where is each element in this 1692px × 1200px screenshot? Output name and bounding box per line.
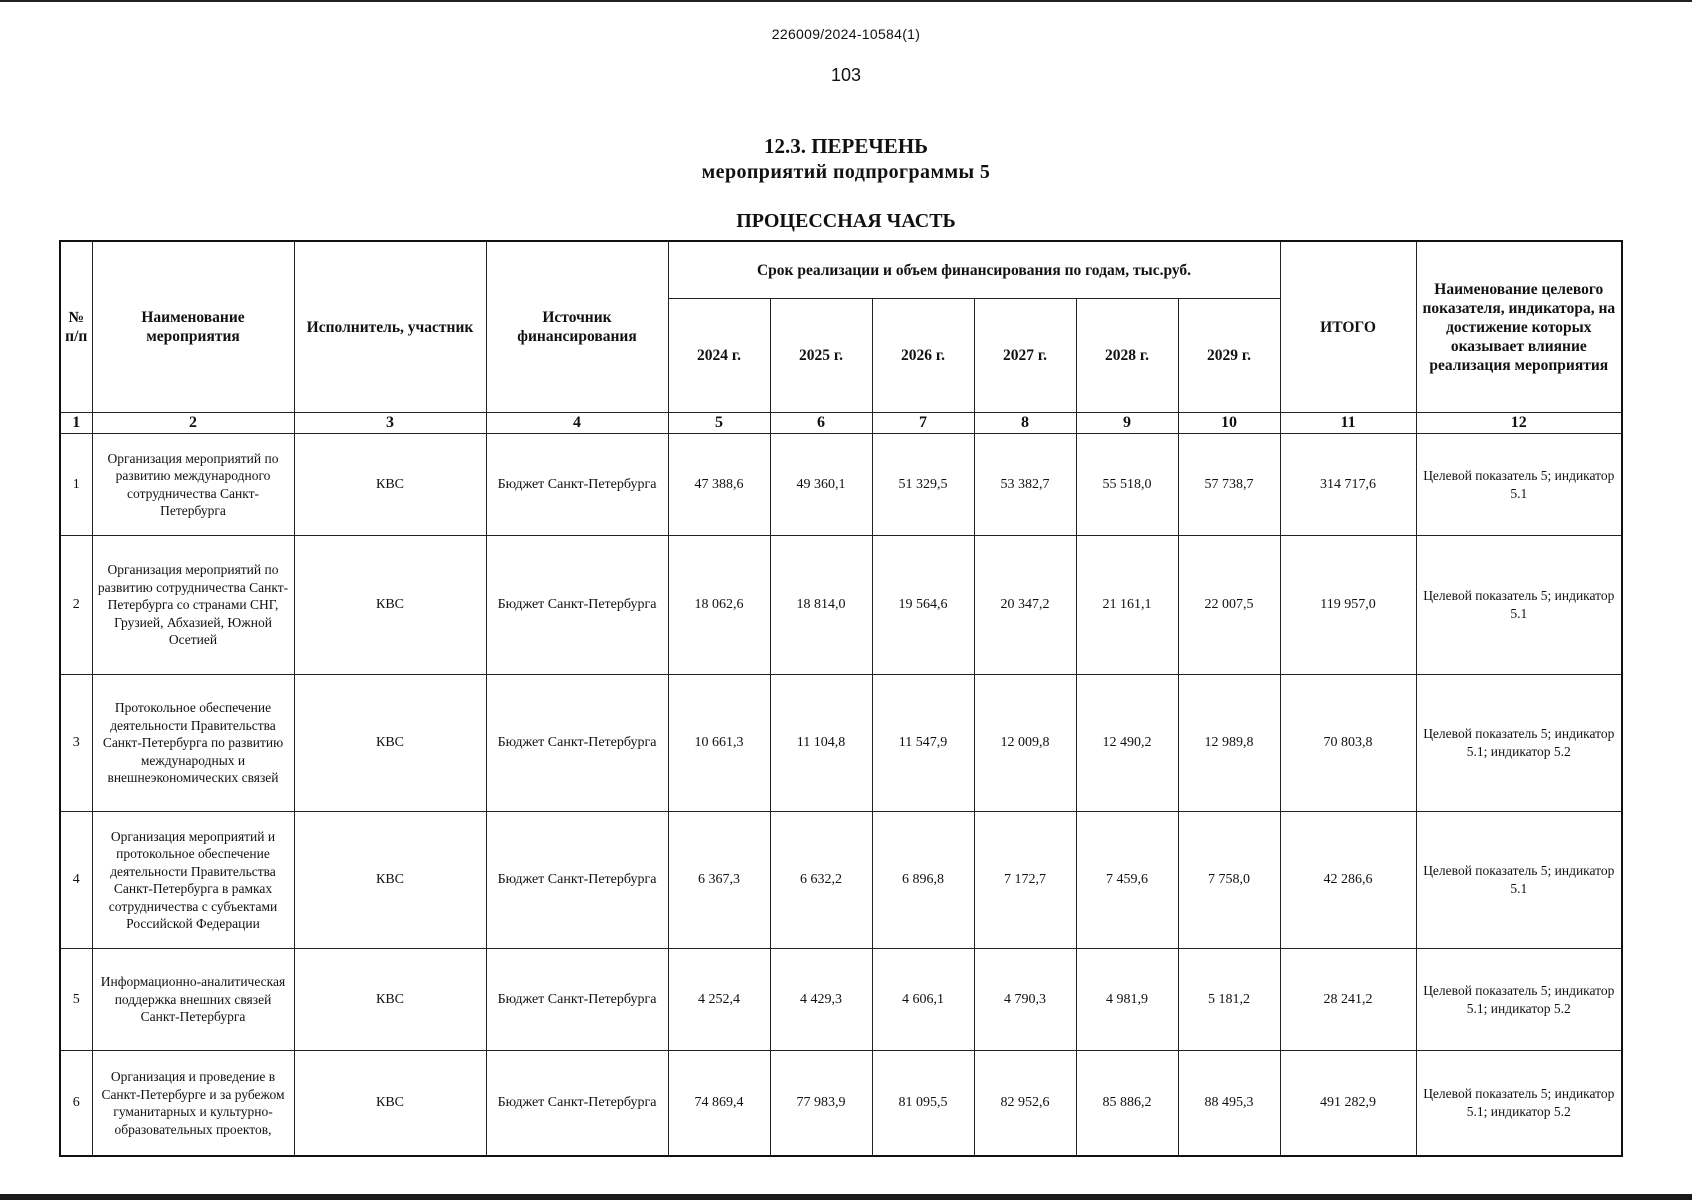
amount-total: 70 803,8	[1280, 675, 1416, 812]
amount-2025: 18 814,0	[770, 536, 872, 675]
row-number: 3	[60, 675, 92, 812]
row-number: 2	[60, 536, 92, 675]
target-indicator: Целевой показатель 5; индикатор 5.1	[1416, 434, 1622, 536]
table-row	[60, 434, 1622, 536]
header-year: 2024 г.	[668, 299, 770, 413]
header-year: 2025 г.	[770, 299, 872, 413]
header-year: 2028 г.	[1076, 299, 1178, 413]
amount-2028: 4 981,9	[1076, 949, 1178, 1051]
amount-2024: 4 252,4	[668, 949, 770, 1051]
column-number: 5	[668, 413, 770, 434]
funding-source: Бюджет Санкт-Петербурга	[486, 1051, 668, 1157]
column-number: 12	[1416, 413, 1622, 434]
amount-2026: 81 095,5	[872, 1051, 974, 1157]
funding-source: Бюджет Санкт-Петербурга	[486, 536, 668, 675]
document-number: 226009/2024-10584(1)	[771, 26, 921, 42]
executor: КВС	[294, 949, 486, 1051]
amount-2026: 19 564,6	[872, 536, 974, 675]
column-number: 2	[92, 413, 294, 434]
amount-2026: 4 606,1	[872, 949, 974, 1051]
amount-2024: 10 661,3	[668, 675, 770, 812]
row-number: 6	[60, 1051, 92, 1157]
table-row	[60, 812, 1622, 949]
amount-2029: 57 738,7	[1178, 434, 1280, 536]
amount-2027: 12 009,8	[974, 675, 1076, 812]
row-number: 4	[60, 812, 92, 949]
activity-name: Протокольное обеспечение деятельности Правительства Санкт-Петербурга по развитию международных и внешнеэкономических связей	[92, 675, 294, 812]
amount-total: 28 241,2	[1280, 949, 1416, 1051]
table-header-row	[60, 241, 1622, 299]
executor: КВС	[294, 434, 486, 536]
column-number: 7	[872, 413, 974, 434]
amount-total: 42 286,6	[1280, 812, 1416, 949]
amount-2027: 20 347,2	[974, 536, 1076, 675]
header-name: Наименование мероприятия	[92, 241, 294, 413]
column-number: 9	[1076, 413, 1178, 434]
target-indicator: Целевой показатель 5; индикатор 5.1; индикатор 5.2	[1416, 949, 1622, 1051]
column-number: 6	[770, 413, 872, 434]
funding-source: Бюджет Санкт-Петербурга	[486, 434, 668, 536]
executor: КВС	[294, 675, 486, 812]
executor: КВС	[294, 1051, 486, 1157]
header-period: Срок реализации и объем финансирования по годам, тыс.руб.	[668, 241, 1280, 299]
amount-2026: 11 547,9	[872, 675, 974, 812]
header-year: 2026 г.	[872, 299, 974, 413]
document-title: 12.3. ПЕРЕЧЕНЬ	[763, 134, 929, 158]
page-number: 103	[830, 65, 862, 85]
header-total: ИТОГО	[1280, 241, 1416, 413]
table-row	[60, 536, 1622, 675]
amount-2029: 7 758,0	[1178, 812, 1280, 949]
table-row	[60, 675, 1622, 812]
table-row	[60, 949, 1622, 1051]
activities-table	[59, 240, 1623, 1157]
amount-2025: 11 104,8	[770, 675, 872, 812]
amount-2026: 51 329,5	[872, 434, 974, 536]
header-source: Источник финансирования	[486, 241, 668, 413]
activity-name: Организация мероприятий и протокольное обеспечение деятельности Правительства Санкт-Петербурга в рамках сотрудничества с субъектами Российской Федерации	[92, 812, 294, 949]
amount-2024: 47 388,6	[668, 434, 770, 536]
column-number: 11	[1280, 413, 1416, 434]
amount-2028: 85 886,2	[1076, 1051, 1178, 1157]
amount-2028: 21 161,1	[1076, 536, 1178, 675]
target-indicator: Целевой показатель 5; индикатор 5.1	[1416, 536, 1622, 675]
amount-2025: 4 429,3	[770, 949, 872, 1051]
header-year: 2027 г.	[974, 299, 1076, 413]
activity-name: Организация мероприятий по развитию международного сотрудничества Санкт-Петербурга	[92, 434, 294, 536]
column-number: 3	[294, 413, 486, 434]
target-indicator: Целевой показатель 5; индикатор 5.1; индикатор 5.2	[1416, 1051, 1622, 1157]
amount-2027: 4 790,3	[974, 949, 1076, 1051]
column-number: 4	[486, 413, 668, 434]
header-executor: Исполнитель, участник	[294, 241, 486, 413]
activity-name: Организация и проведение в Санкт-Петербурге и за рубежом гуманитарных и культурно-образовательных проектов,	[92, 1051, 294, 1157]
amount-2029: 22 007,5	[1178, 536, 1280, 675]
column-number: 8	[974, 413, 1076, 434]
amount-2029: 12 989,8	[1178, 675, 1280, 812]
amount-2027: 53 382,7	[974, 434, 1076, 536]
row-number: 5	[60, 949, 92, 1051]
amount-2028: 12 490,2	[1076, 675, 1178, 812]
header-year: 2029 г.	[1178, 299, 1280, 413]
funding-source: Бюджет Санкт-Петербурга	[486, 812, 668, 949]
table-row	[60, 1051, 1622, 1157]
funding-source: Бюджет Санкт-Петербурга	[486, 949, 668, 1051]
amount-2026: 6 896,8	[872, 812, 974, 949]
executor: КВС	[294, 812, 486, 949]
document-subtitle: мероприятий подпрограммы 5	[701, 161, 991, 183]
amount-total: 314 717,6	[1280, 434, 1416, 536]
target-indicator: Целевой показатель 5; индикатор 5.1	[1416, 812, 1622, 949]
amount-2027: 82 952,6	[974, 1051, 1076, 1157]
bottom-rule	[0, 1194, 1692, 1200]
section-title: ПРОЦЕССНАЯ ЧАСТЬ	[736, 210, 956, 232]
amount-total: 491 282,9	[1280, 1051, 1416, 1157]
funding-source: Бюджет Санкт-Петербурга	[486, 675, 668, 812]
amount-2024: 74 869,4	[668, 1051, 770, 1157]
amount-2024: 6 367,3	[668, 812, 770, 949]
amount-total: 119 957,0	[1280, 536, 1416, 675]
row-number: 1	[60, 434, 92, 536]
amount-2028: 7 459,6	[1076, 812, 1178, 949]
amount-2028: 55 518,0	[1076, 434, 1178, 536]
activity-name: Информационно-аналитическая поддержка внешних связей Санкт-Петербурга	[92, 949, 294, 1051]
header-num: № п/п	[60, 241, 92, 413]
amount-2025: 6 632,2	[770, 812, 872, 949]
amount-2025: 49 360,1	[770, 434, 872, 536]
amount-2029: 88 495,3	[1178, 1051, 1280, 1157]
activity-name: Организация мероприятий по развитию сотрудничества Санкт-Петербурга со странами СНГ, Грузией, Абхазией, Южной Осетией	[92, 536, 294, 675]
amount-2025: 77 983,9	[770, 1051, 872, 1157]
executor: КВС	[294, 536, 486, 675]
header-indicator: Наименование целевого показателя, индикатора, на достижение которых оказывает влияние реализация мероприятия	[1416, 241, 1622, 413]
target-indicator: Целевой показатель 5; индикатор 5.1; индикатор 5.2	[1416, 675, 1622, 812]
amount-2027: 7 172,7	[974, 812, 1076, 949]
top-rule	[0, 0, 1692, 2]
column-number: 1	[60, 413, 92, 434]
column-number: 10	[1178, 413, 1280, 434]
column-number-row	[60, 413, 1622, 434]
amount-2029: 5 181,2	[1178, 949, 1280, 1051]
amount-2024: 18 062,6	[668, 536, 770, 675]
